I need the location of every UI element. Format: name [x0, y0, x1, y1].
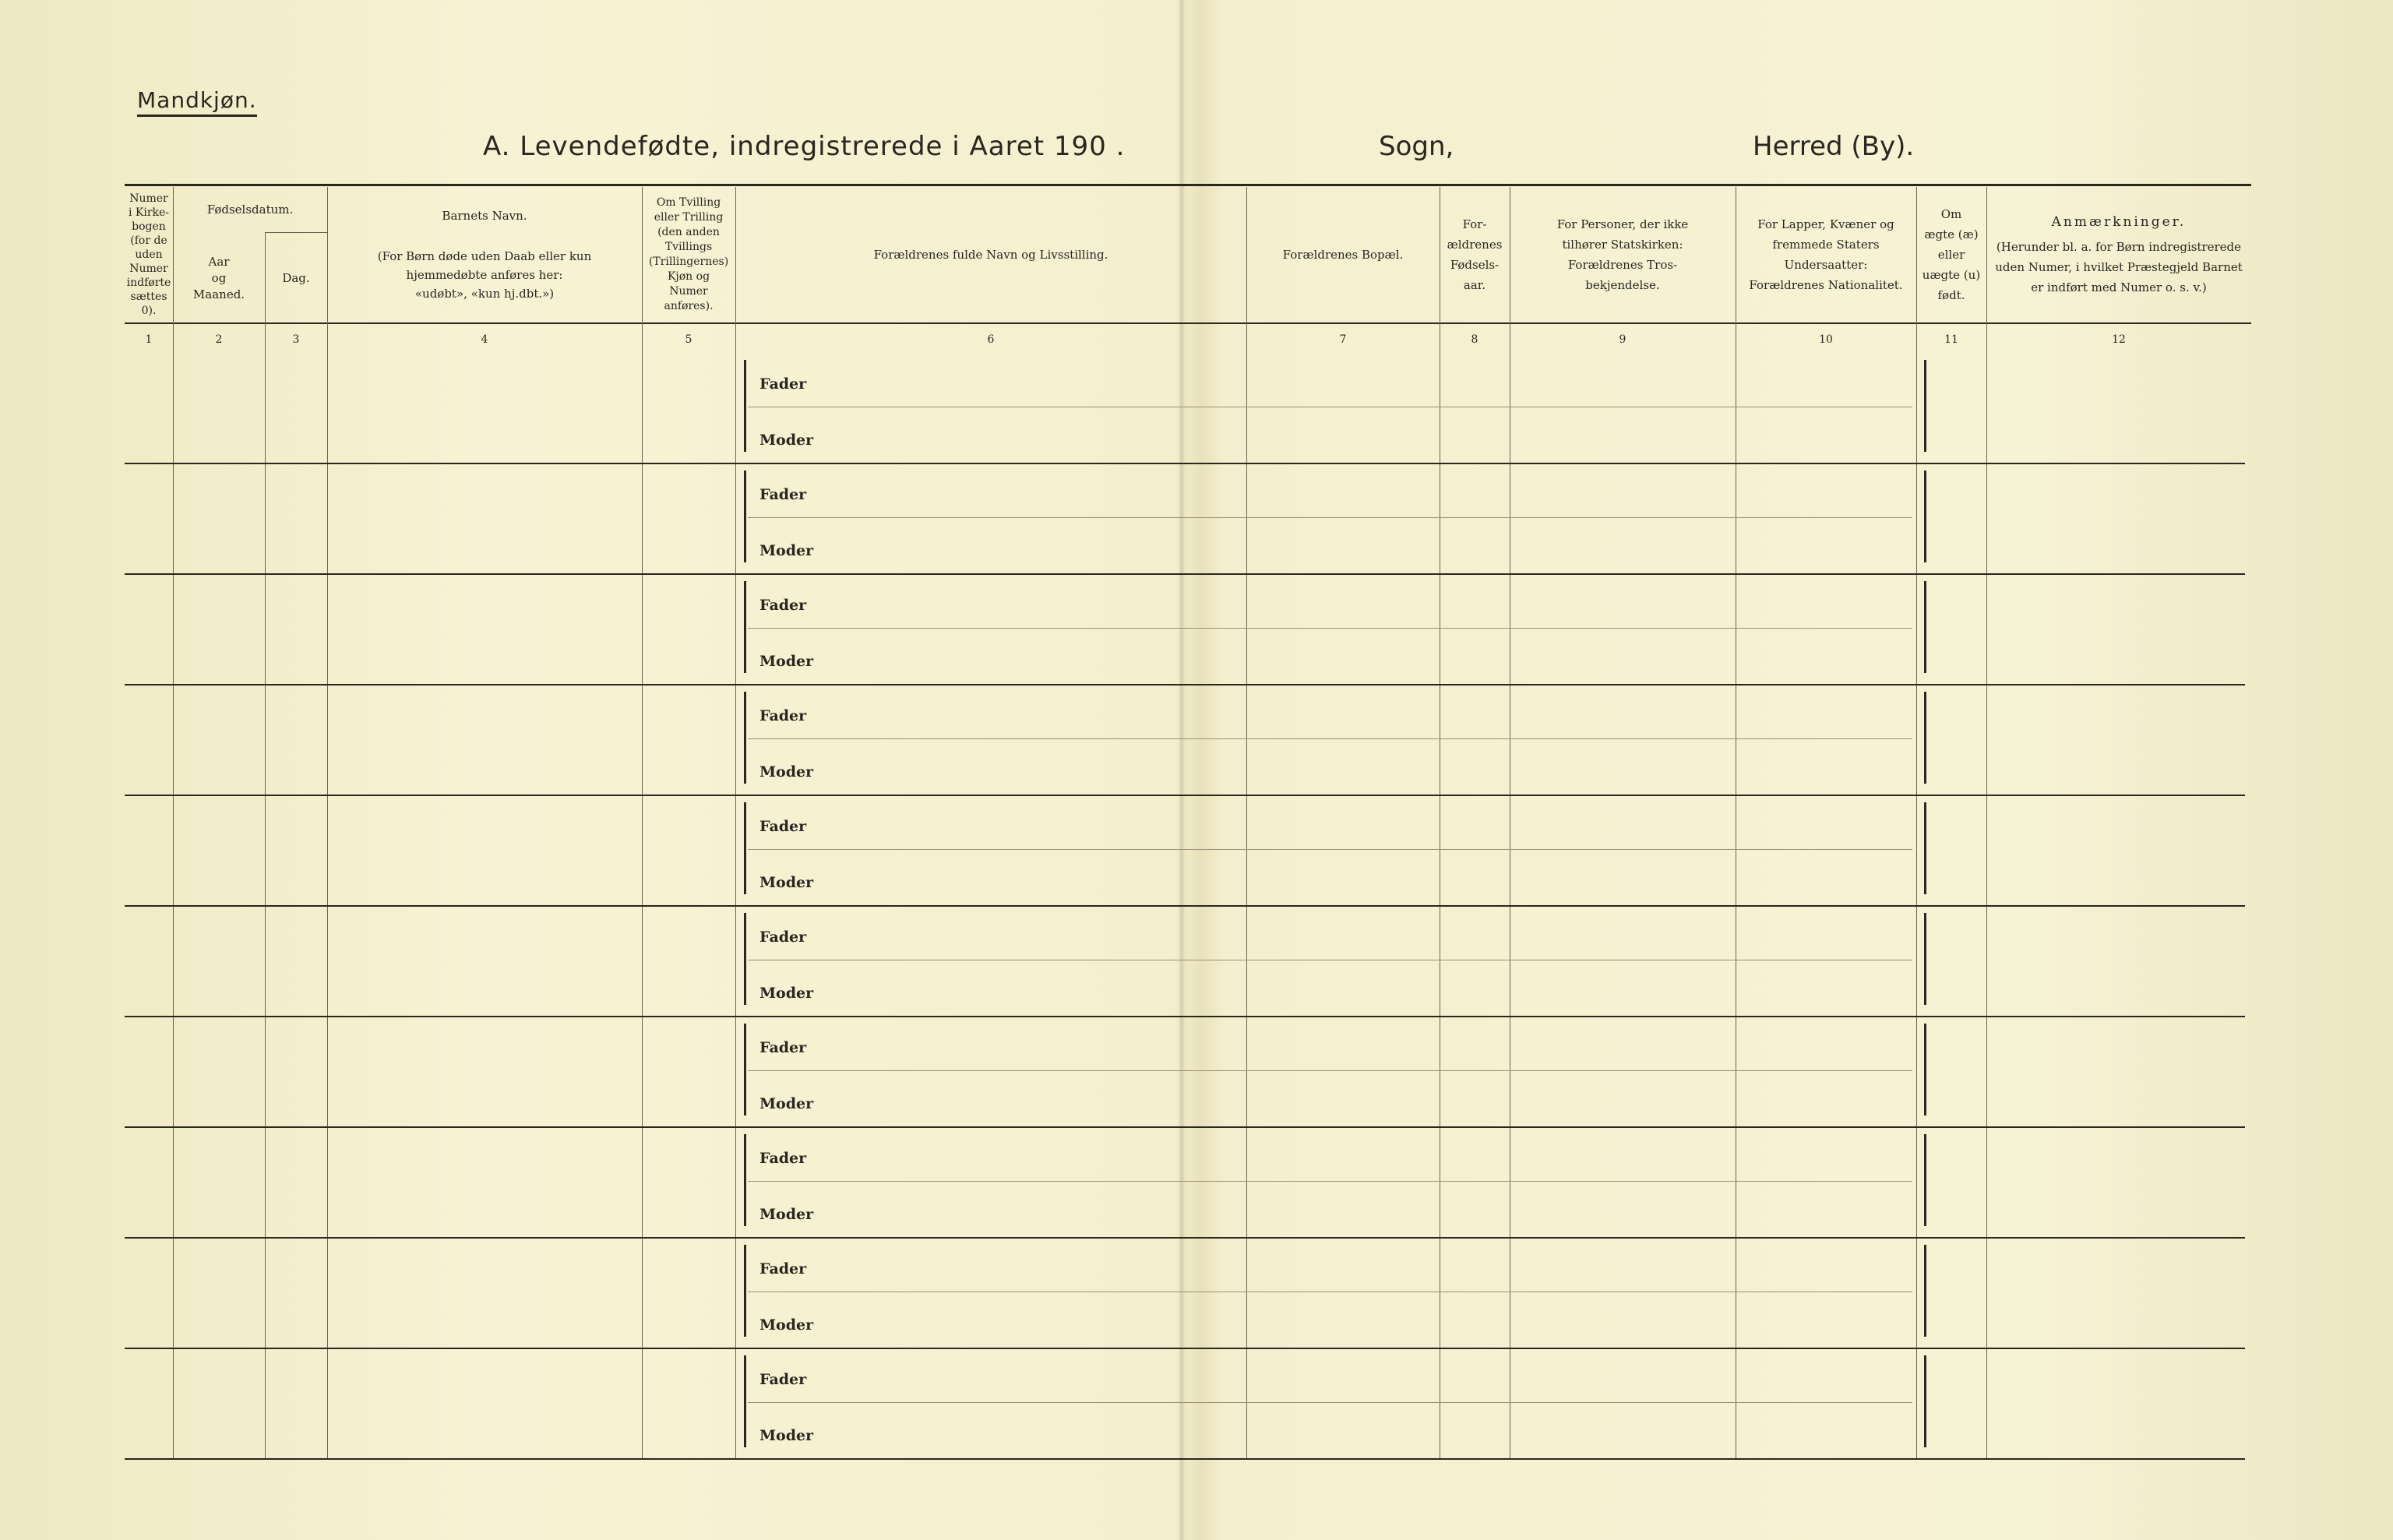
- header-line: Numer: [129, 192, 168, 205]
- legitimacy-brace: [1924, 913, 1926, 1005]
- header-line: Kjøn og: [667, 270, 710, 283]
- row-rule: [125, 1237, 2245, 1239]
- header-line: Tvillings: [664, 241, 713, 253]
- header-line: For Personer, der ikke: [1556, 217, 1689, 231]
- header-line: (Trillingernes): [648, 255, 729, 268]
- parent-separator: [748, 1402, 1912, 1403]
- district-label: Herred (By).: [1753, 131, 1915, 162]
- header-col-6-text: [874, 247, 1108, 263]
- header-line: Fødsels-: [1450, 258, 1500, 272]
- row-rule: [125, 905, 2245, 907]
- header-col-11-text: [1923, 204, 1980, 305]
- header-line: er indført med Numer o. s. v.): [2031, 280, 2207, 294]
- header-line: fremmede Staters: [1772, 238, 1880, 252]
- header-line: Numer: [669, 285, 708, 298]
- header-col-3: [265, 234, 327, 322]
- mother-label: Moder: [759, 985, 814, 1002]
- father-label: Fader: [759, 597, 807, 614]
- header-col-7: [1246, 187, 1440, 322]
- father-label: Fader: [759, 486, 807, 503]
- header-col-8: [1440, 187, 1510, 322]
- parents-brace: [744, 802, 746, 894]
- legitimacy-brace: [1924, 1134, 1926, 1226]
- legitimacy-brace: [1924, 581, 1926, 673]
- header-line: født.: [1937, 288, 1965, 302]
- header-col-9-text: [1557, 214, 1689, 295]
- header-line: (Herunder bl. a. for Børn indregistrerede: [1996, 240, 2242, 254]
- header-line: ægte (æ): [1924, 227, 1979, 241]
- header-bottom-rule: [125, 322, 2251, 324]
- parent-separator: [748, 1070, 1912, 1071]
- header-line: Barnets Navn.: [442, 209, 527, 223]
- header-line: Dag.: [282, 270, 310, 285]
- father-label: Fader: [759, 1150, 807, 1167]
- header-col-12: [1986, 187, 2251, 322]
- header-col-8-text: [1447, 214, 1503, 295]
- column-number: 10: [1819, 333, 1833, 346]
- header-line: sættes: [130, 291, 167, 303]
- row-rule: [125, 684, 2245, 685]
- column-rule: [1246, 187, 1247, 1458]
- mother-label: Moder: [759, 1316, 814, 1334]
- row-rule: [125, 1126, 2245, 1128]
- column-rule: [642, 187, 643, 1458]
- mother-label: Moder: [759, 874, 814, 891]
- header-line: Om: [1940, 207, 1962, 221]
- mother-label: Moder: [759, 1427, 814, 1444]
- parents-brace: [744, 1134, 746, 1226]
- header-line: indførte: [126, 277, 171, 289]
- header-line: [378, 228, 592, 247]
- header-col-5-text: [649, 196, 728, 314]
- header-col-6: [735, 187, 1246, 322]
- legitimacy-brace: [1924, 1024, 1926, 1115]
- header-line: Forældrenes Bopæl.: [1282, 247, 1404, 262]
- header-col-4: [327, 187, 642, 322]
- parent-separator: [748, 738, 1912, 739]
- column-number: 4: [481, 333, 488, 346]
- header-line: Forældrenes Tros-: [1567, 258, 1678, 272]
- header-col-5: [642, 187, 735, 322]
- header-line: ældrenes: [1447, 238, 1503, 252]
- header-line: uden Numer, i hvilket Præstegjeld Barnet: [1995, 260, 2243, 274]
- legitimacy-brace: [1924, 470, 1926, 562]
- header-col-3-text: [282, 270, 309, 287]
- row-rule: [125, 1016, 2245, 1017]
- header-col-4-text: [378, 206, 592, 303]
- parent-separator: [748, 1181, 1912, 1182]
- mother-label: Moder: [759, 1206, 814, 1223]
- father-label: Fader: [759, 929, 807, 946]
- header-line: Forældrenes fulde Navn og Livsstilling.: [873, 247, 1108, 262]
- header-line: eller: [1937, 248, 1965, 262]
- legitimacy-brace: [1924, 1245, 1926, 1337]
- father-label: Fader: [759, 375, 807, 393]
- father-label: Fader: [759, 1371, 807, 1388]
- header-col-1-text: [127, 192, 171, 318]
- header-col-9: [1510, 187, 1736, 322]
- header-col-11: [1916, 187, 1986, 322]
- birthdate-group-rule: [265, 232, 327, 233]
- header-line: eller Trilling: [654, 211, 724, 224]
- mother-label: Moder: [759, 432, 814, 449]
- header-col-7-text: [1283, 247, 1404, 263]
- column-rule: [265, 232, 266, 1458]
- column-number: 2: [215, 333, 223, 346]
- column-number: 12: [2112, 333, 2126, 346]
- column-number: 8: [1471, 333, 1478, 346]
- table-top-rule: [125, 184, 2251, 186]
- row-rule: [125, 573, 2245, 575]
- header-line: 0).: [141, 305, 157, 317]
- father-label: Fader: [759, 707, 807, 724]
- header-line: Numer: [129, 263, 168, 275]
- header-line: og: [211, 270, 227, 285]
- header-col-2-text: [193, 254, 245, 303]
- header-line: bogen: [132, 220, 166, 233]
- mother-label: Moder: [759, 1095, 814, 1112]
- header-line: Anmærkninger.: [2051, 214, 2187, 230]
- header-line: uden: [135, 248, 163, 261]
- header-line: i Kirke-: [128, 206, 170, 219]
- father-label: Fader: [759, 1260, 807, 1277]
- legitimacy-brace: [1924, 802, 1926, 894]
- father-label: Fader: [759, 818, 807, 835]
- mother-label: Moder: [759, 763, 814, 781]
- header-line: Om Tvilling: [656, 196, 721, 209]
- header-line: (For Børn døde uden Daab eller kun: [377, 249, 592, 263]
- column-rule: [327, 187, 328, 1458]
- header-line: For-: [1462, 217, 1487, 231]
- parents-brace: [744, 913, 746, 1005]
- column-number: 6: [987, 333, 995, 346]
- header-line: aar.: [1463, 278, 1486, 292]
- header-line: bekjendelse.: [1585, 278, 1660, 292]
- column-rule: [173, 187, 174, 1458]
- column-rule: [1986, 187, 1987, 1458]
- row-rule: [125, 463, 2245, 464]
- header-col-1: [125, 187, 173, 322]
- column-rule: [735, 187, 736, 1458]
- header-line: uægte (u): [1922, 268, 1981, 282]
- header-col-2: [173, 234, 265, 322]
- legitimacy-brace: [1924, 692, 1926, 784]
- mother-label: Moder: [759, 542, 814, 559]
- parent-separator: [748, 517, 1912, 518]
- legitimacy-brace: [1924, 360, 1926, 452]
- father-label: Fader: [759, 1039, 807, 1056]
- row-rule: [125, 1348, 2245, 1349]
- parent-separator: [748, 628, 1912, 629]
- mother-label: Moder: [759, 653, 814, 670]
- parents-brace: [744, 1245, 746, 1337]
- parents-brace: [744, 1024, 746, 1115]
- header-col-10: [1736, 187, 1916, 322]
- parent-separator: [748, 849, 1912, 850]
- parents-brace: [744, 581, 746, 673]
- header-line: Forældrenes Nationalitet.: [1749, 278, 1903, 292]
- gender-heading: Mandkjøn.: [137, 87, 257, 117]
- header-line: Maaned.: [192, 287, 245, 301]
- row-rule: [125, 795, 2245, 796]
- parents-brace: [744, 470, 746, 562]
- parents-brace: [744, 360, 746, 452]
- header-col-12-text: [1995, 212, 2243, 298]
- header-line: For Lapper, Kvæner og: [1757, 217, 1894, 231]
- column-rule: [1916, 187, 1917, 1458]
- parents-brace: [744, 1355, 746, 1447]
- column-number: 9: [1619, 333, 1626, 346]
- header-birthdate-group: [173, 187, 327, 232]
- column-number: 1: [145, 333, 153, 346]
- header-line: tilhører Statskirken:: [1562, 238, 1683, 252]
- column-number: 7: [1339, 333, 1347, 346]
- header-line: hjemmedøbte anføres her:: [406, 268, 563, 282]
- column-number: 5: [685, 333, 693, 346]
- header-line: anføres).: [664, 300, 714, 312]
- column-number: 11: [1944, 333, 1958, 346]
- row-rule: [125, 1458, 2245, 1460]
- header-line: (den anden: [657, 226, 720, 238]
- header-line: «udøbt», «kun hj.dbt.»): [414, 287, 555, 301]
- legitimacy-brace: [1924, 1355, 1926, 1447]
- register-title: A. Levendefødte, indregistrerede i Aaret 190 .: [483, 131, 1126, 162]
- parish-label: Sogn,: [1379, 131, 1454, 162]
- birthdate-group-label: Fødselsdatum.: [206, 202, 294, 217]
- header-line: Undersaatter:: [1784, 258, 1868, 272]
- header-col-10-text: [1749, 214, 1902, 295]
- header-line: (for de: [130, 234, 167, 247]
- column-number: 3: [292, 333, 300, 346]
- parents-brace: [744, 692, 746, 784]
- header-line: Aar: [208, 254, 230, 269]
